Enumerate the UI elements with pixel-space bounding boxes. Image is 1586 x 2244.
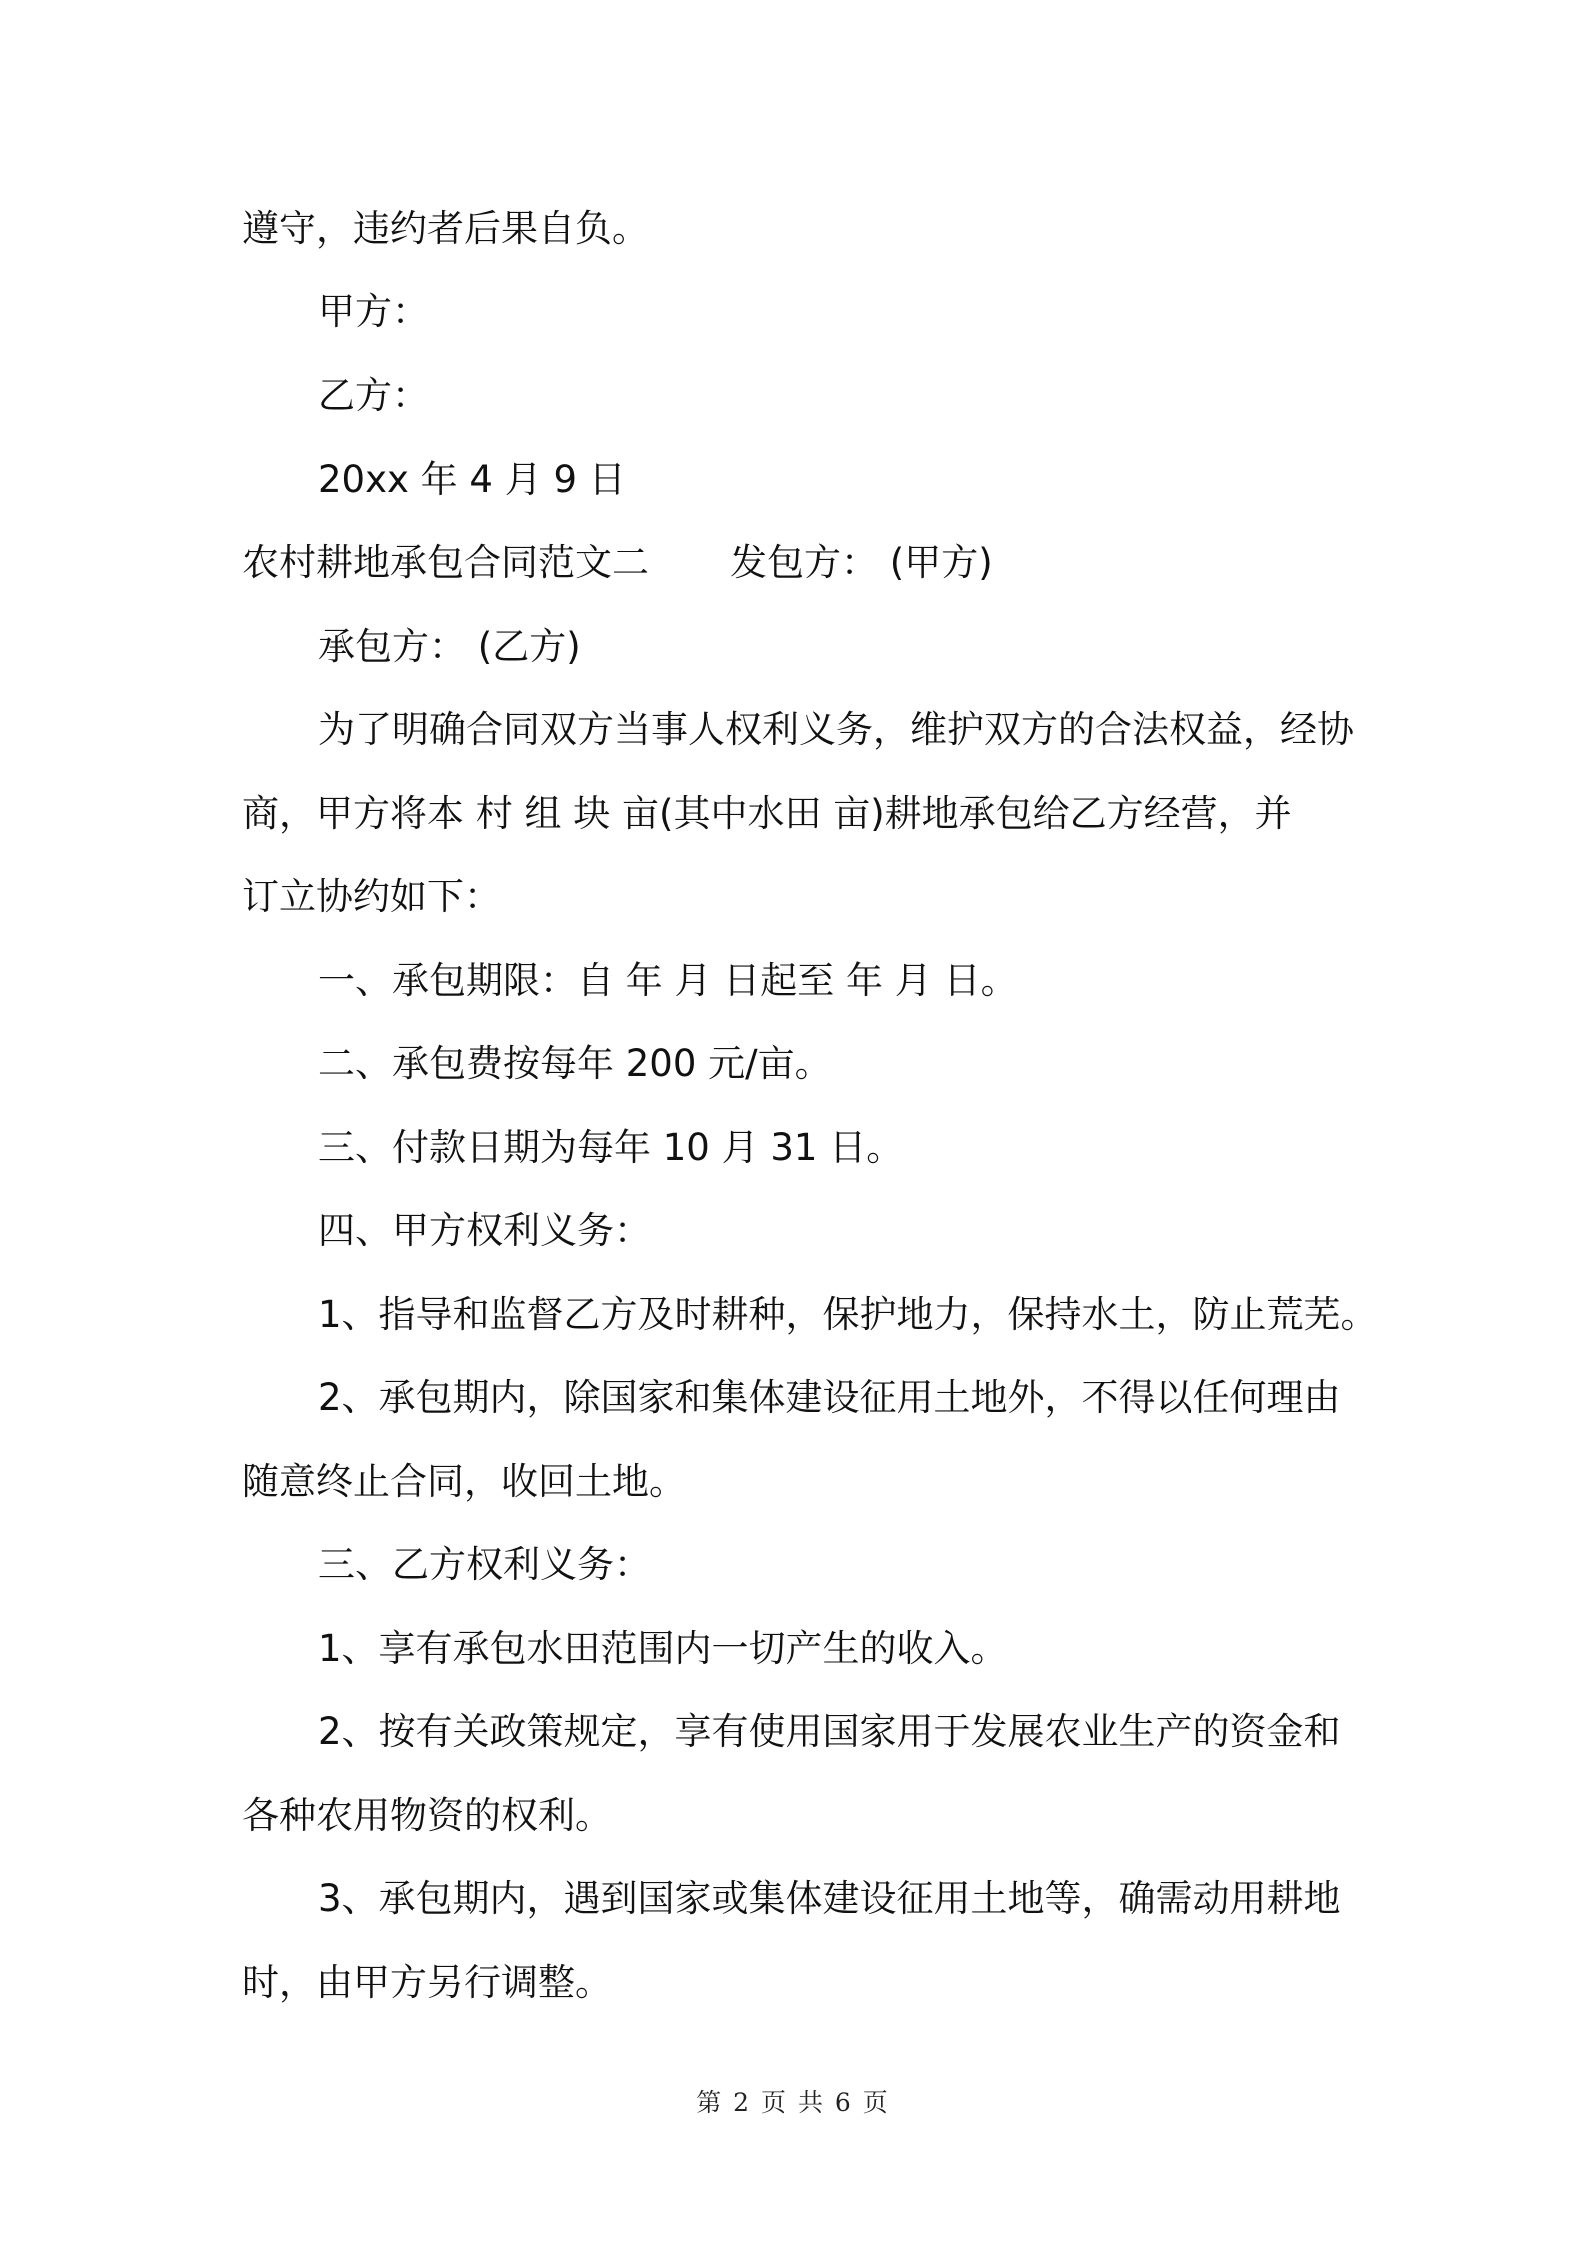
text-line-8: 为了明确合同双方当事人权利义务，维护双方的合法权益，经协 (318, 708, 1354, 751)
page-number-footer: 第 2 页 共 6 页 (696, 2088, 890, 2117)
text-line-20: 2、按有关政策规定，享有使用国家用于发展农业生产的资金和 (318, 1710, 1341, 1753)
text-line-21: 各种农用物资的权利。 (242, 1794, 612, 1837)
text-line-13: 三、付款日期为每年 10 月 31 日。 (318, 1126, 904, 1169)
text-line-16: 2、承包期内，除国家和集体建设征用土地外，不得以任何理由 (318, 1376, 1341, 1419)
text-line-9: 商，甲方将本 村 组 块 亩(其中水田 亩)耕地承包给乙方经营，并 (242, 792, 1292, 835)
contractor-line: 发包方： (甲方) (730, 541, 993, 584)
text-line-19: 1、享有承包水田范围内一切产生的收入。 (318, 1627, 1008, 1670)
text-line-10: 订立协约如下： (242, 875, 501, 918)
party-a-label: 甲方： (318, 290, 429, 333)
text-line-12: 二、承包费按每年 200 元/亩。 (318, 1042, 832, 1085)
text-line-14: 四、甲方权利义务： (318, 1209, 651, 1252)
text-line-22: 3、承包期内，遇到国家或集体建设征用土地等，确需动用耕地 (318, 1877, 1341, 1920)
text-line-23: 时，由甲方另行调整。 (242, 1961, 612, 2004)
text-line-1: 遵守，违约者后果自负。 (242, 207, 649, 250)
text-line-11: 一、承包期限：自 年 月 日起至 年 月 日。 (318, 959, 1018, 1002)
text-line-17: 随意终止合同，收回土地。 (242, 1460, 686, 1503)
section-title: 农村耕地承包合同范文二 (242, 541, 649, 584)
text-line-18: 三、乙方权利义务： (318, 1543, 651, 1586)
date-line: 20xx 年 4 月 9 日 (318, 458, 626, 501)
text-line-15: 1、指导和监督乙方及时耕种，保护地力，保持水土，防止荒芜。 (318, 1293, 1378, 1336)
contractee-line: 承包方： (乙方) (318, 625, 581, 668)
party-b-label: 乙方： (318, 374, 429, 417)
